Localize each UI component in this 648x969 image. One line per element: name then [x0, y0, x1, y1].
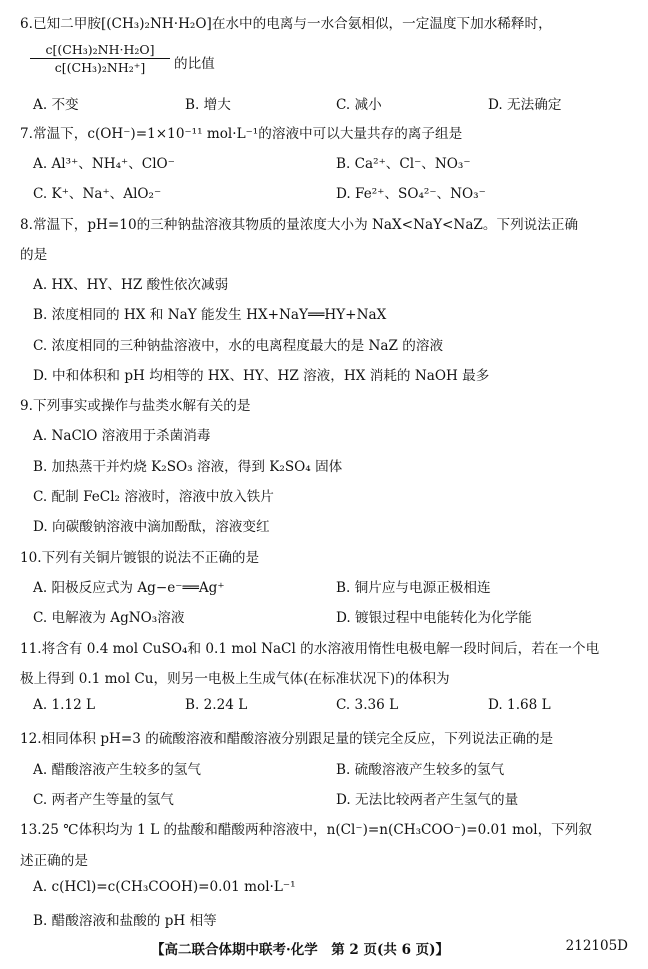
question-12-stem: 12.相同体积 pH=3 的硫酸溶液和醋酸溶液分别跟足量的镁完全反应，下列说法正确的是 [20, 731, 554, 747]
question-12-option-b: B. 硫酸溶液产生较多的氢气 [336, 762, 505, 778]
question-7-option-a: A. Al³⁺、NH₄⁺、ClO⁻ [33, 156, 175, 172]
question-12-option-a: A. 醋酸溶液产生较多的氢气 [33, 762, 201, 778]
question-12-option-d: D. 无法比较两者产生氢气的量 [336, 792, 519, 808]
question-6-fraction [30, 42, 170, 75]
question-13-stem: 13.25 ℃体积均为 1 L 的盐酸和醋酸两种溶液中，n(Cl⁻)=n(CH₃COO⁻)=0.01 mol，下列叙 [20, 822, 592, 838]
question-6-option-a: A. 不变 [33, 97, 79, 113]
question-11-stem-continued: 极上得到 0.1 mol Cu，则另一电极上生成气体(在标准状况下)的体积为 [20, 671, 450, 687]
question-8-stem-continued: 的是 [20, 247, 48, 263]
question-12-option-c: C. 两者产生等量的氢气 [33, 792, 174, 808]
question-11-option-a: A. 1.12 L [33, 697, 96, 713]
page-footer [0, 938, 648, 960]
question-10-option-c: C. 电解液为 AgNO₃溶液 [33, 610, 185, 626]
footer-code: 212105D [565, 938, 628, 954]
question-13-option-b: B. 醋酸溶液和盐酸的 pH 相等 [33, 913, 217, 929]
question-13-stem-continued: 述正确的是 [20, 853, 88, 869]
question-6-fraction-tail: 的比值 [174, 56, 215, 72]
fraction-numerator: c[(CH₃)₂NH·H₂O] [30, 42, 170, 59]
question-11-option-d: D. 1.68 L [488, 697, 551, 713]
question-10-option-b: B. 铜片应与电源正极相连 [336, 580, 491, 596]
question-6-option-d: D. 无法确定 [488, 97, 562, 113]
question-9-option-d: D. 向碳酸钠溶液中滴加酚酞，溶液变红 [33, 519, 270, 535]
question-7-stem: 7.常温下，c(OH⁻)=1×10⁻¹¹ mol·L⁻¹的溶液中可以大量共存的离子组是 [20, 126, 463, 142]
footer-title: 【高二联合体期中联考·化学 第 2 页(共 6 页)】 [151, 942, 450, 958]
question-13-option-a: A. c(HCl)=c(CH₃COOH)=0.01 mol·L⁻¹ [33, 879, 296, 895]
question-6-option-b: B. 增大 [185, 97, 231, 113]
question-9-option-c: C. 配制 FeCl₂ 溶液时，溶液中放入铁片 [33, 489, 274, 505]
question-8-option-c: C. 浓度相同的三种钠盐溶液中，水的电离程度最大的是 NaZ 的溶液 [33, 338, 444, 354]
question-11-stem: 11.将含有 0.4 mol CuSO₄和 0.1 mol NaCl 的水溶液用惰性电极电解一段时间后，若在一个电 [20, 641, 600, 657]
question-9-stem: 9.下列事实或操作与盐类水解有关的是 [20, 398, 251, 414]
fraction-denominator: c[(CH₃)₂NH₂⁺] [54, 60, 146, 75]
question-10-option-d: D. 镀银过程中电能转化为化学能 [336, 610, 532, 626]
question-10-option-a: A. 阳极反应式为 Ag−e⁻══Ag⁺ [33, 580, 225, 596]
question-6-stem: 6.已知二甲胺[(CH₃)₂NH·H₂O]在水中的电离与一水合氨相似，一定温度下加水稀释时， [20, 16, 552, 32]
question-8-stem: 8.常温下，pH=10的三种钠盐溶液其物质的量浓度大小为 NaX<NaY<NaZ。下列说法正确 [20, 217, 579, 233]
question-11-option-c: C. 3.36 L [336, 697, 399, 713]
question-11-option-b: B. 2.24 L [185, 697, 248, 713]
question-8-option-b: B. 浓度相同的 HX 和 NaY 能发生 HX+NaY══HY+NaX [33, 307, 387, 323]
question-8-option-a: A. HX、HY、HZ 酸性依次减弱 [33, 277, 229, 293]
question-7-option-b: B. Ca²⁺、Cl⁻、NO₃⁻ [336, 156, 471, 172]
question-10-stem: 10.下列有关铜片镀银的说法不正确的是 [20, 550, 260, 566]
question-6-option-c: C. 减小 [336, 97, 382, 113]
question-9-option-a: A. NaClO 溶液用于杀菌消毒 [33, 428, 211, 444]
question-9-option-b: B. 加热蒸干并灼烧 K₂SO₃ 溶液，得到 K₂SO₄ 固体 [33, 459, 343, 475]
question-7-option-c: C. K⁺、Na⁺、AlO₂⁻ [33, 186, 162, 202]
question-7-option-d: D. Fe²⁺、SO₄²⁻、NO₃⁻ [336, 186, 486, 202]
question-8-option-d: D. 中和体积和 pH 均相等的 HX、HY、HZ 溶液，HX 消耗的 NaOH 最多 [33, 368, 490, 384]
